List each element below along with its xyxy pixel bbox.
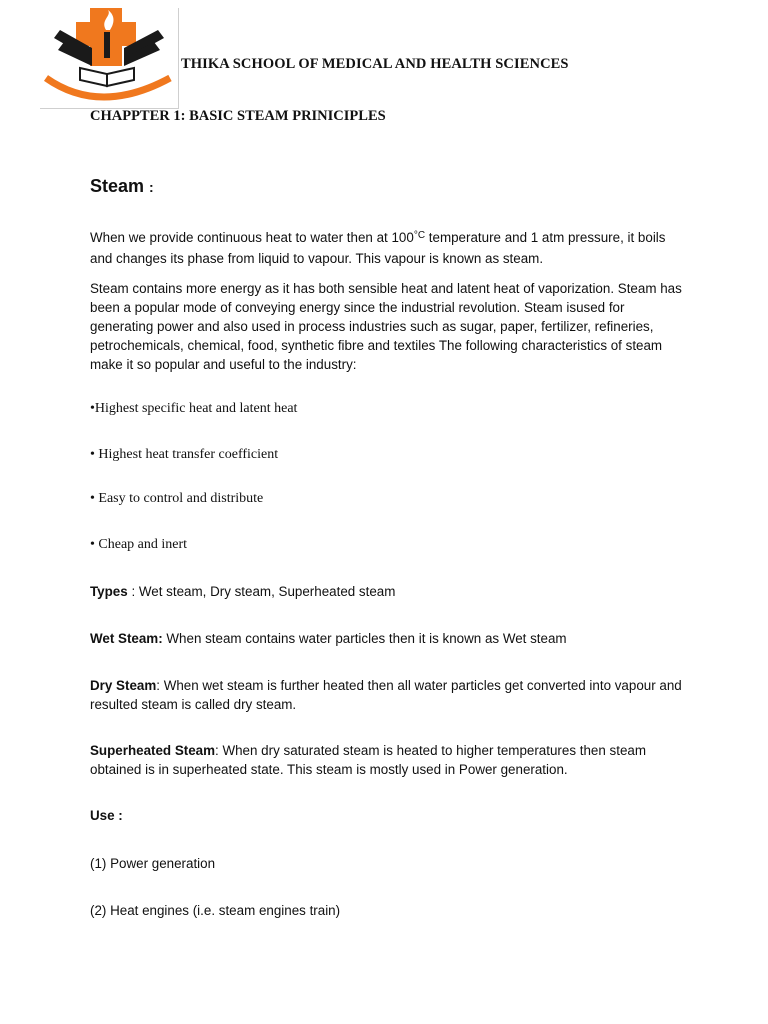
section-heading [90,176,690,197]
bullet-item: •Highest specific heat and latent heat [90,401,298,416]
school-name: THIKA SCHOOL OF MEDICAL AND HEALTH SCIENCES [181,56,569,72]
superheated-steam-definition [90,741,690,779]
use-item: (2) Heat engines (i.e. steam engines train) [90,903,341,918]
bullet-item: • Highest heat transfer coefficient [90,447,279,462]
dry-steam-text: : When wet steam is further heated then all water particles get converted into vapour and resulted steam is called dry steam. [90,678,682,712]
superheated-steam-text: : When dry saturated steam is heated to higher temperatures then steam obtained is in superheated state. This steam is mostly used in Power generation. [90,743,646,777]
celsius-unit: °C [413,230,426,241]
logo-emblem-icon [40,8,178,108]
dry-steam-definition [90,676,690,714]
energy-paragraph: Steam contains more energy as it has both sensible heat and latent heat of vaporization. Steam has been a popular mode of conveying energy since the industrial revolution. Steam isused for generating power and also used in process industries such as sugar, paper, fertilizer, refineries, petrochemicals, chemical, food, synthetic fibre and textiles The following characteristics of steam make it so popular and useful to the industry: [90,281,682,372]
use-item: (1) Power generation [90,856,216,871]
school-logo [40,8,179,109]
section-heading-colon: : [149,179,154,195]
wet-steam-label: Wet Steam: [90,631,163,646]
types-line [90,582,690,601]
types-text: : Wet steam, Dry steam, Superheated steam [127,584,396,599]
intro-paragraph [90,228,690,268]
wet-steam-definition [90,629,690,648]
section-heading-text: Steam [90,176,145,196]
bullet-item: • Cheap and inert [90,537,188,552]
wet-steam-text: When steam contains water particles then it is known as Wet steam [162,631,567,646]
chapter-title: CHAPPTER 1: BASIC STEAM PRINICIPLES [90,108,386,124]
use-heading: Use : [90,808,123,823]
types-label: Types [90,584,128,599]
dry-steam-label: Dry Steam [90,678,157,693]
intro-part-1: When we provide continuous heat to water then at 100 [90,230,414,245]
bullet-item: • Easy to control and distribute [90,491,264,506]
intro-part-2: temperature and 1 atm pressure, it boils and changes its phase from liquid to vapour. This vapour is known as steam. [90,230,666,266]
superheated-steam-label: Superheated Steam [90,743,216,758]
